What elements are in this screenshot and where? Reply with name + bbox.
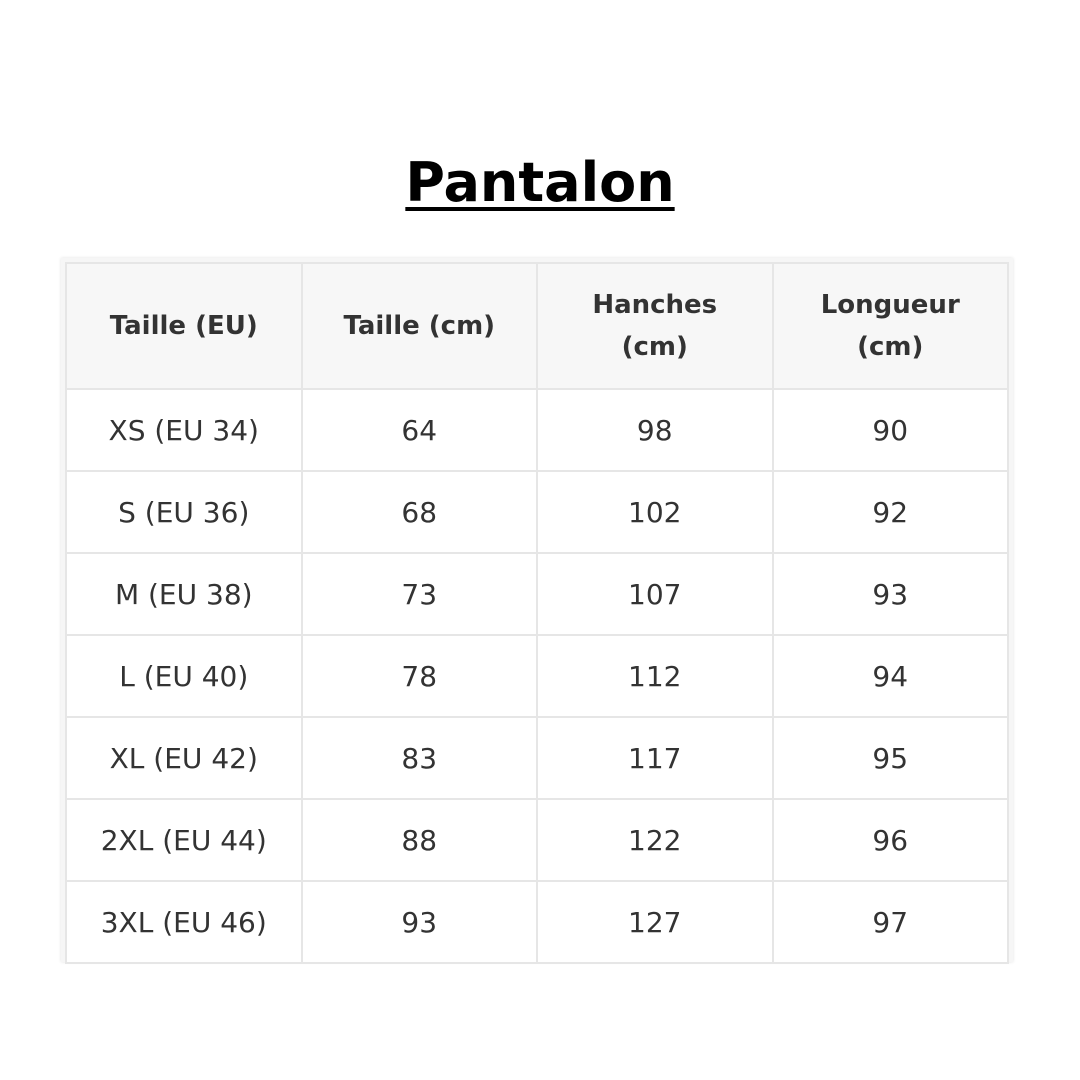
cell-waist: 64: [302, 389, 538, 471]
table-row: [66, 553, 1008, 635]
cell-hips: 127: [537, 881, 773, 963]
cell-size: S (EU 36): [66, 471, 302, 553]
cell-length: 93: [773, 553, 1009, 635]
cell-length: 92: [773, 471, 1009, 553]
header-cell-hips-cm: Hanches (cm): [537, 263, 773, 389]
page-title-text: Pantalon: [405, 151, 675, 214]
cell-hips: 122: [537, 799, 773, 881]
cell-hips: 107: [537, 553, 773, 635]
cell-size: 3XL (EU 46): [66, 881, 302, 963]
table-row: [66, 635, 1008, 717]
cell-length: 95: [773, 717, 1009, 799]
cell-size: XL (EU 42): [66, 717, 302, 799]
table-row: [66, 471, 1008, 553]
size-chart-table: [65, 262, 1009, 964]
cell-size: 2XL (EU 44): [66, 799, 302, 881]
cell-size: L (EU 40): [66, 635, 302, 717]
cell-waist: 68: [302, 471, 538, 553]
cell-length: 90: [773, 389, 1009, 471]
table-row: [66, 799, 1008, 881]
header-cell-waist-cm: Taille (cm): [302, 263, 538, 389]
size-chart-container: [61, 258, 1013, 962]
cell-waist: 78: [302, 635, 538, 717]
cell-hips: 112: [537, 635, 773, 717]
cell-length: 96: [773, 799, 1009, 881]
table-row: [66, 881, 1008, 963]
table-body: [66, 389, 1008, 963]
cell-hips: 98: [537, 389, 773, 471]
cell-length: 97: [773, 881, 1009, 963]
header-cell-size-eu: Taille (EU): [66, 263, 302, 389]
page-title: [0, 150, 1080, 216]
cell-waist: 93: [302, 881, 538, 963]
header-cell-length-cm: Longueur (cm): [773, 263, 1009, 389]
cell-waist: 73: [302, 553, 538, 635]
cell-waist: 83: [302, 717, 538, 799]
header-row: [66, 263, 1008, 389]
cell-length: 94: [773, 635, 1009, 717]
cell-size: XS (EU 34): [66, 389, 302, 471]
table-row: [66, 389, 1008, 471]
table-row: [66, 717, 1008, 799]
cell-waist: 88: [302, 799, 538, 881]
table-header: [66, 263, 1008, 389]
cell-size: M (EU 38): [66, 553, 302, 635]
cell-hips: 117: [537, 717, 773, 799]
cell-hips: 102: [537, 471, 773, 553]
